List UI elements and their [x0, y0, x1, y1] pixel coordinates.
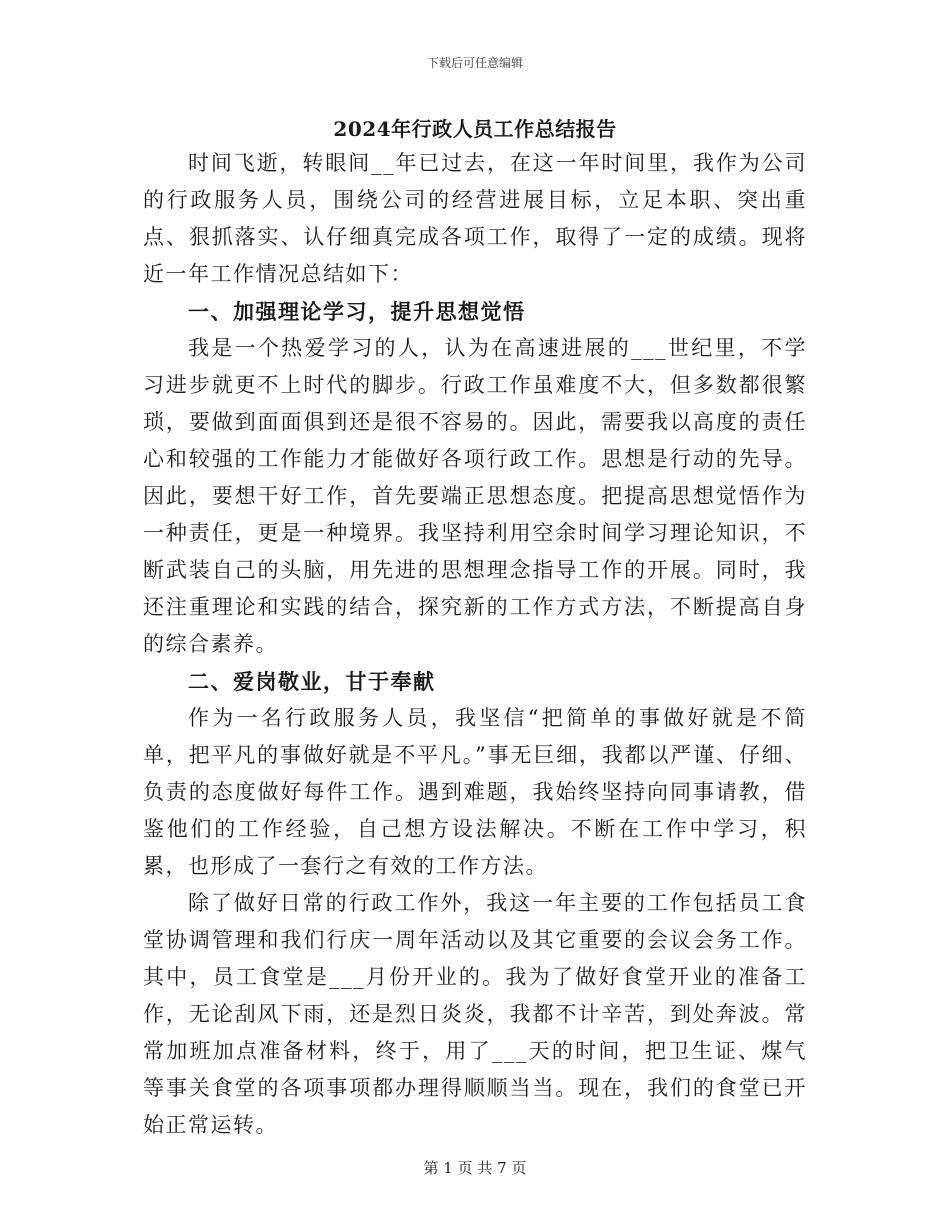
document-body — [143, 145, 807, 1144]
section-heading-2: 二、爱岗敬业，甘于奉献 — [188, 669, 436, 694]
paragraph-section-2a: 作为一名行政服务人员，我坚信“把简单的事做好就是不简单，把平凡的事做好就是不平凡。”事无巨细，我都以严谨、仔细、负责的态度做好每件工作。遇到难题，我始终坚持向同事请教，借鉴他们的工作经验，自己想方设法解决。不断在工作中学习，积累，也形成了一套行之有效的工作方法。 — [143, 706, 807, 878]
paragraph-section-2b: 除了做好日常的行政工作外，我这一年主要的工作包括员工食堂协调管理和我们行庆一周年活动以及其它重要的会议会务工作。其中，员工食堂是___月份开业的。我为了做好食堂开业的准备工作，无论刮风下雨，还是烈日炎炎，我都不计辛苦，到处奔波。常常加班加点准备材料，终于，用了___天的时间，把卫生证、煤气等事关食堂的各项事项都办理得顺顺当当。现在，我们的食堂已开始正常运转。 — [143, 891, 807, 1137]
section-heading-1: 一、加强理论学习，提升思想觉悟 — [188, 299, 526, 324]
document-title: 2024年行政人员工作总结报告 — [333, 117, 617, 141]
page-number-footer: 第 1 页 共 7 页 — [423, 1159, 527, 1177]
paragraph-intro: 时间飞逝，转眼间__年已过去，在这一年时间里，我作为公司的行政服务人员，围绕公司的经营进展目标，立足本职、突出重点、狠抓落实、认仔细真完成各项工作，取得了一定的成绩。现将近一年工作情况总结如下： — [143, 151, 807, 286]
header-note: 下载后可任意编辑 — [426, 56, 523, 70]
paragraph-section-1: 我是一个热爱学习的人，认为在高速进展的___世纪里，不学习进步就更不上时代的脚步。行政工作虽难度不大，但多数都很繁琐，要做到面面俱到还是很不容易的。因此，需要我以高度的责任心和较强的工作能力才能做好各项行政工作。思想是行动的先导。因此，要想干好工作，首先要端正思想态度。把提高思想觉悟作为一种责任，更是一种境界。我坚持利用空余时间学习理论知识，不断武装自己的头脑，用先进的思想理念指导工作的开展。同时，我还注重理论和实践的结合，探究新的工作方式方法，不断提高自身的综合素养。 — [143, 336, 807, 656]
